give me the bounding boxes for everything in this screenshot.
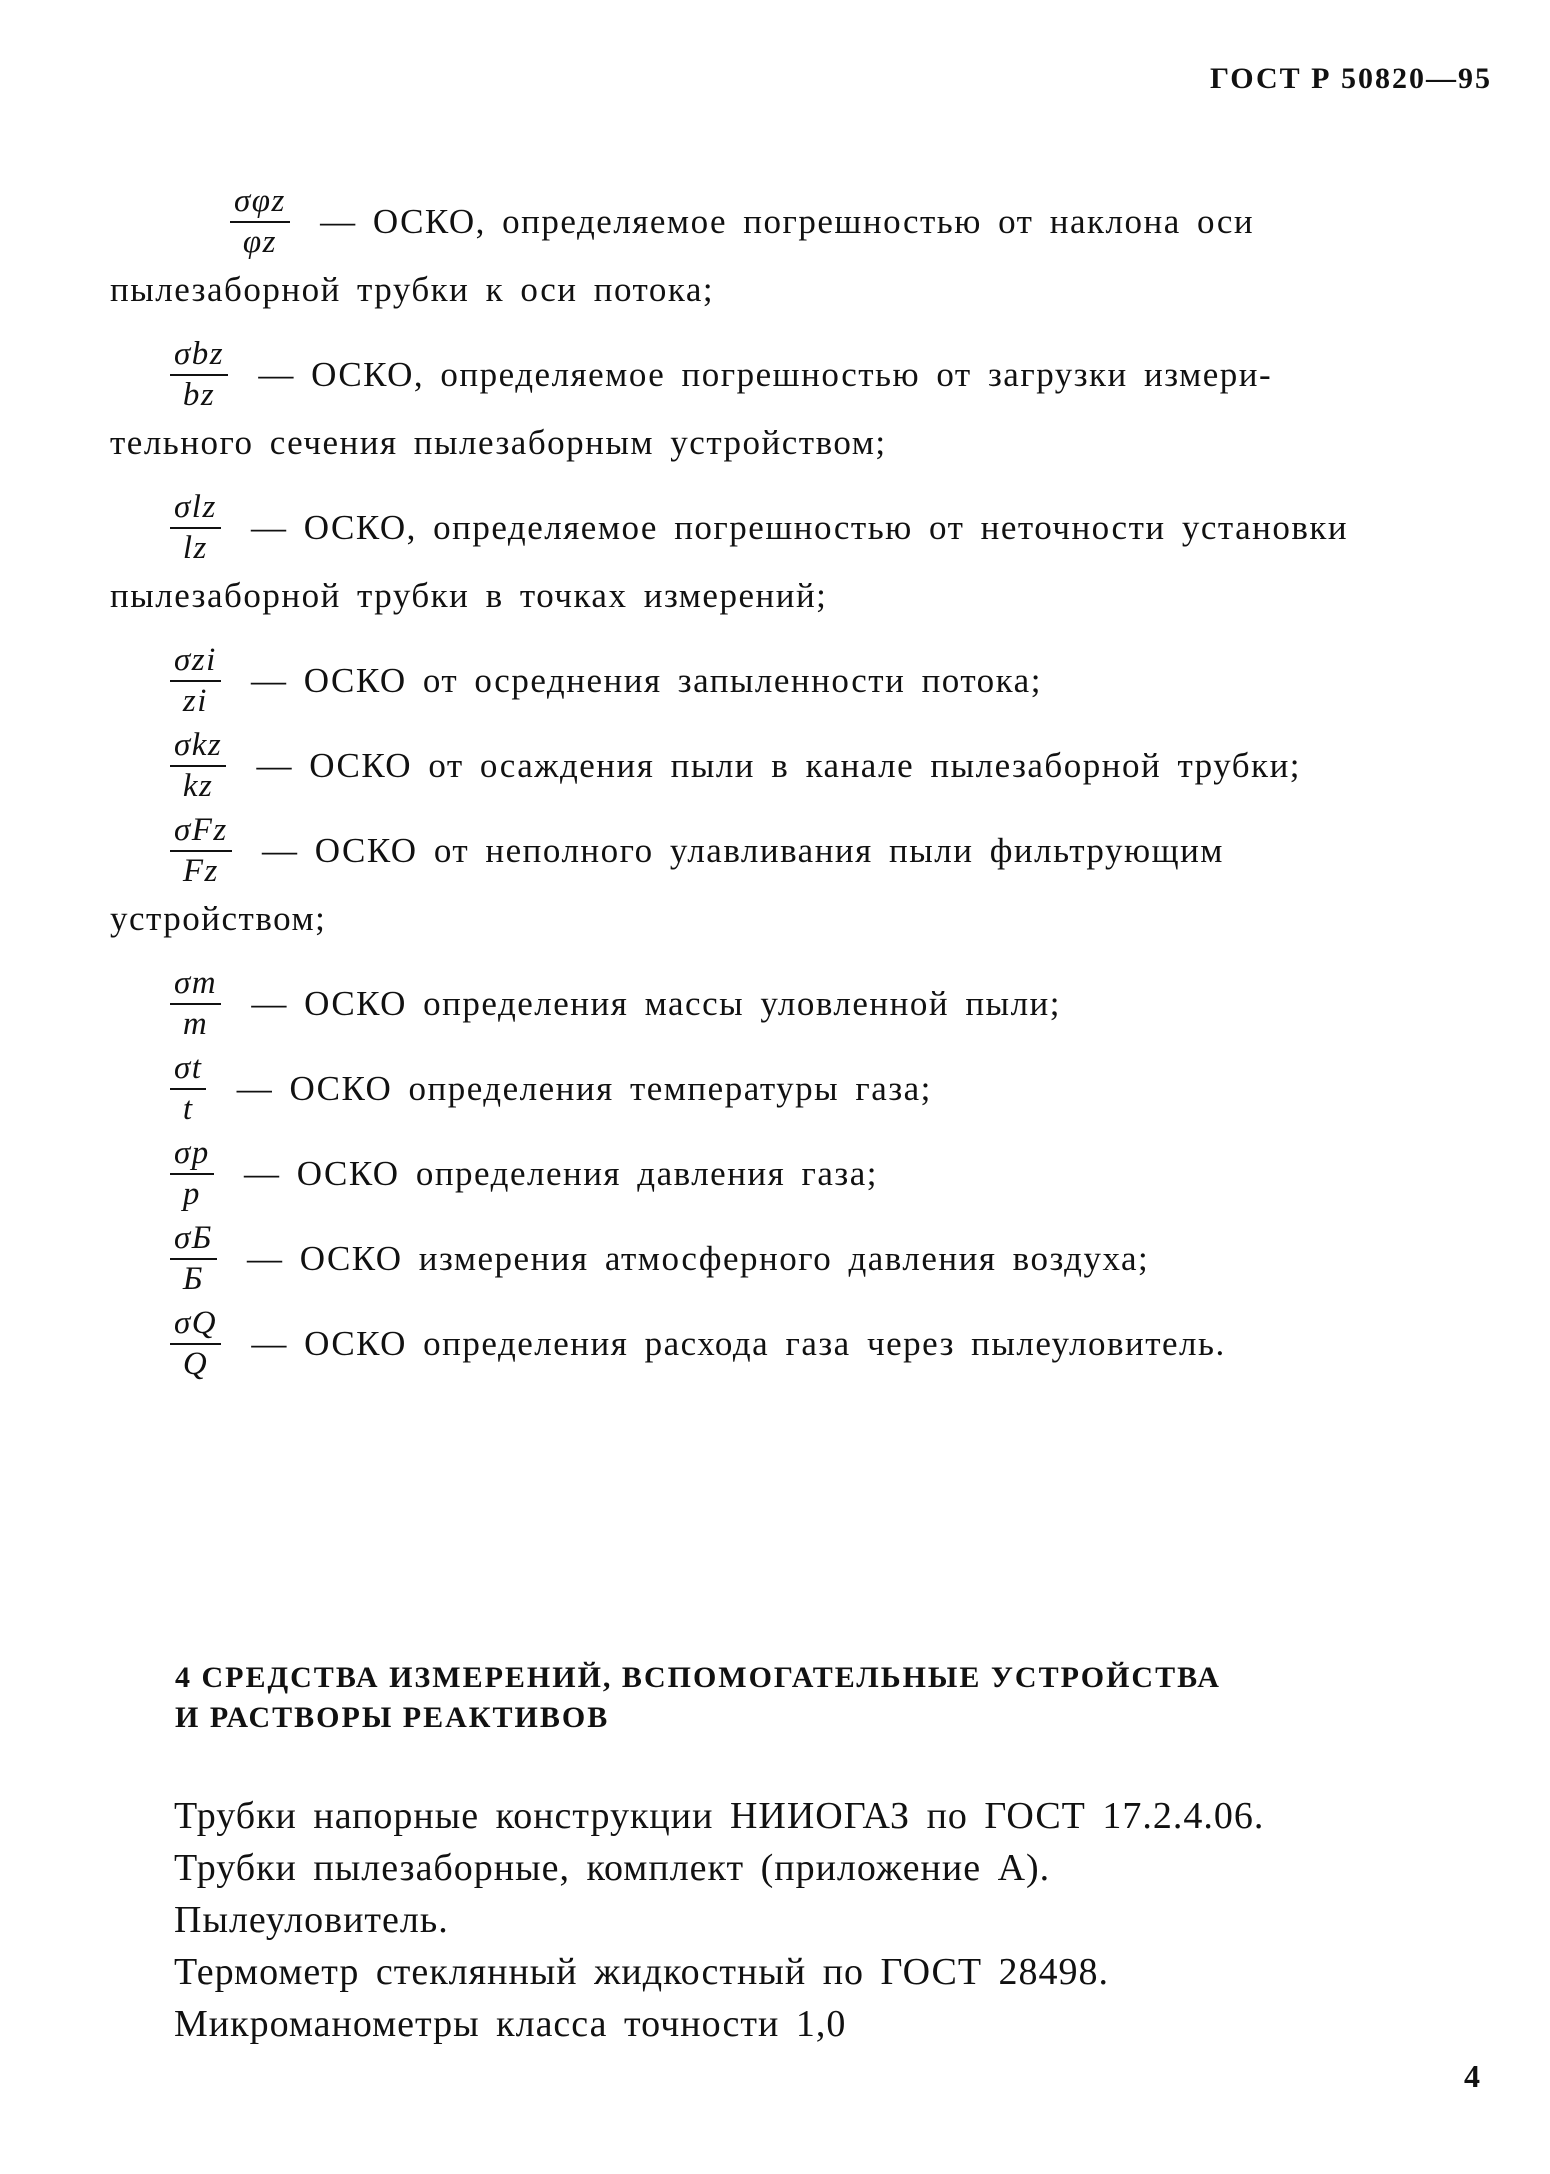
definition-item [110, 1215, 1480, 1300]
section-heading-line: 4 СРЕДСТВА ИЗМЕРЕНИЙ, ВСПОМОГАТЕЛЬНЫЕ УСТРОЙСТВА [175, 1661, 1221, 1694]
section-heading-line: И РАСТВОРЫ РЕАКТИВОВ [175, 1701, 610, 1734]
fraction-numerator: σkz [170, 728, 226, 767]
fraction [170, 1051, 206, 1126]
fraction-numerator: σp [170, 1136, 214, 1175]
definition-text: — ОСКО определения температуры газа; [236, 1068, 932, 1108]
fraction-denominator: bz [182, 376, 216, 413]
equipment-item: Микроманометры класса точности 1,0 [174, 2003, 847, 2045]
definition-item [110, 637, 1480, 722]
definition-text: — ОСКО от неполного улавливания пыли фильтрующим [262, 830, 1224, 870]
fraction-denominator: kz [182, 767, 214, 804]
equipment-item: Термометр стеклянный жидкостный по ГОСТ 28498. [174, 1951, 1110, 1993]
definition-item [110, 331, 1480, 484]
fraction [170, 1136, 214, 1211]
equipment-item: Трубки пылезаборные, комплект (приложение А). [174, 1847, 1051, 1889]
fraction-denominator: φz [242, 223, 277, 260]
definition-text: — ОСКО измерения атмосферного давления воздуха; [247, 1238, 1150, 1278]
equipment-list [174, 1790, 1474, 2050]
fraction-numerator: σQ [170, 1306, 221, 1345]
fraction-denominator: Q [182, 1345, 209, 1382]
page-number: 4 [1464, 2058, 1480, 2094]
definition-continuation: тельного сечения пылезаборным устройством; [110, 422, 887, 462]
definition-item [110, 1045, 1480, 1130]
fraction-denominator: t [182, 1090, 194, 1127]
definition-text: — ОСКО, определяемое погрешностью от наклона оси [320, 201, 1255, 241]
fraction-numerator: σφz [230, 184, 290, 223]
fraction-denominator: Б [182, 1260, 204, 1297]
fraction [170, 1306, 221, 1381]
definition-item [110, 484, 1480, 637]
definition-text: — ОСКО от осаждения пыли в канале пылезаборной трубки; [256, 745, 1302, 785]
definition-item [110, 1130, 1480, 1215]
fraction-numerator: σm [170, 966, 221, 1005]
definition-continuation: пылезаборной трубки к оси потока; [110, 269, 715, 309]
fraction-numerator: σbz [170, 337, 228, 376]
equipment-item: Трубки напорные конструкции НИИОГАЗ по ГОСТ 17.2.4.06. [174, 1795, 1265, 1837]
definition-text: — ОСКО определения расхода газа через пылеуловитель. [251, 1323, 1226, 1363]
fraction-numerator: σt [170, 1051, 206, 1090]
fraction-denominator: zi [182, 682, 208, 719]
definition-continuation: пылезаборной трубки в точках измерений; [110, 575, 828, 615]
equipment-item: Пылеуловитель. [174, 1899, 449, 1941]
definition-text: — ОСКО определения массы уловленной пыли; [251, 983, 1061, 1023]
fraction [170, 966, 221, 1041]
fraction-denominator: lz [182, 529, 208, 566]
definition-item [110, 960, 1480, 1045]
fraction [170, 643, 221, 718]
section-heading [175, 1658, 1375, 1738]
definition-item [110, 178, 1480, 331]
fraction [170, 728, 226, 803]
fraction-numerator: σzi [170, 643, 221, 682]
fraction-numerator: σБ [170, 1221, 217, 1260]
definition-text: — ОСКО от осреднения запыленности потока; [251, 660, 1042, 700]
definition-text: — ОСКО определения давления газа; [244, 1153, 878, 1193]
document-header: ГОСТ Р 50820—95 [1209, 62, 1492, 95]
definition-text: — ОСКО, определяемое погрешностью от неточности установки [251, 507, 1349, 547]
fraction-denominator: m [182, 1005, 209, 1042]
fraction-denominator: p [182, 1175, 201, 1212]
definition-text: — ОСКО, определяемое погрешностью от загрузки измери- [258, 354, 1273, 394]
fraction-denominator: Fz [182, 852, 219, 889]
definition-item [110, 807, 1480, 960]
fraction-numerator: σlz [170, 490, 221, 529]
definition-item [110, 722, 1480, 807]
definition-item [110, 1300, 1480, 1385]
definitions-list [110, 178, 1480, 1385]
fraction-numerator: σFz [170, 813, 232, 852]
fraction [170, 1221, 217, 1296]
definition-continuation: устройством; [110, 898, 327, 938]
